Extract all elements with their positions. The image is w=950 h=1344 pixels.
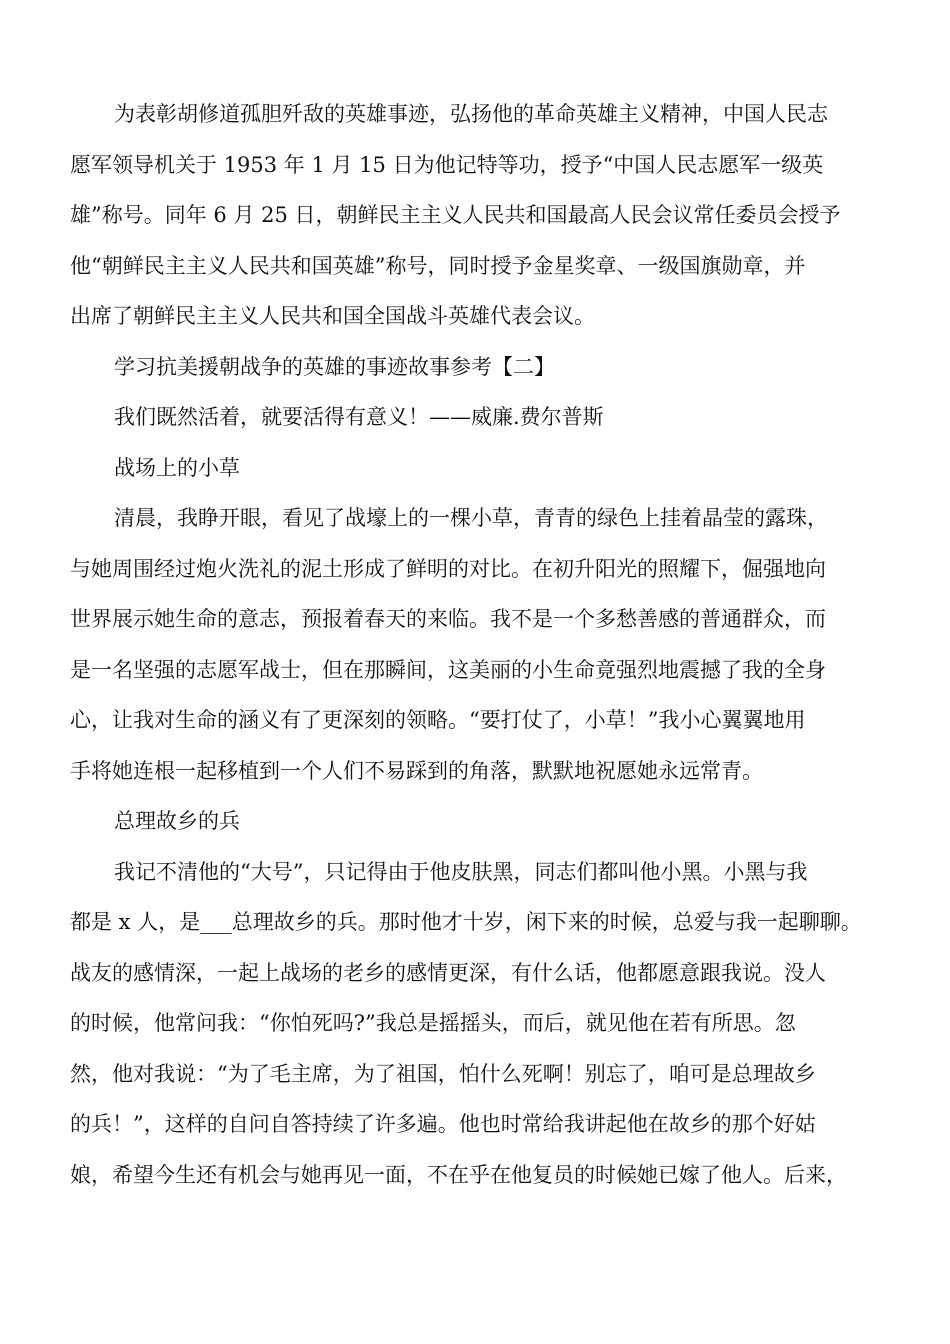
- text-line: 是一名坚强的志愿军战士，但在那瞬间，这美丽的小生命竟强烈地震撼了我的全身: [70, 657, 826, 682]
- text-line: 为表彰胡修道孤胆歼敌的英雄事迹，弘扬他的革命英雄主义精神，中国人民志: [114, 102, 828, 126]
- text-line: 的时候，他常问我：“你怕死吗?”我总是摇摇头，而后，就见他在若有所思。忽: [70, 1011, 796, 1035]
- text-line: 娘，希望今生还有机会与她再见一面，不在乎在他复员的时候她已嫁了他人。后来，: [70, 1162, 847, 1187]
- text-line: 我们既然活着，就要活得有意义！——威廉.费尔普斯: [114, 405, 604, 429]
- story-title-1: [70, 443, 890, 494]
- story-body-2: [70, 847, 890, 1201]
- text-line: 我记不清他的“大号”，只记得由于他皮肤黑，同志们都叫他小黑。小黑与我: [114, 859, 808, 884]
- award-paragraph: [70, 89, 890, 342]
- text-line: 都是 x 人，是___总理故乡的兵。那时他才十岁，闲下来的时候，总爱与我一起聊聊。: [70, 910, 862, 934]
- story-body-1: [70, 493, 890, 796]
- text-line: 的兵！”，这样的自问自答持续了许多遍。他也时常给我讲起他在故乡的那个好姑: [70, 1112, 816, 1136]
- quote-line: [70, 392, 890, 443]
- text-line: 与她周围经过炮火洗礼的泥土形成了鲜明的对比。在初升阳光的照耀下，倔强地向: [70, 556, 826, 581]
- text-line: 雄”称号。同年 6 月 25 日，朝鲜民主主义人民共和国最高人民会议常任委员会授予: [70, 203, 841, 227]
- text-line: 世界展示她生命的意志，预报着春天的来临。我不是一个多愁善感的普通群众，而: [70, 607, 826, 631]
- text-line: 总理故乡的兵: [114, 809, 240, 833]
- text-line: 心，让我对生命的涵义有了更深刻的领略。“要打仗了，小草！”我小心翼翼地用: [70, 708, 806, 732]
- section-heading: [70, 342, 890, 393]
- story-title-2: [70, 796, 890, 847]
- text-line: 战场上的小草: [114, 455, 240, 480]
- text-line: 愿军领导机关于 1953 年 1 月 15 日为他记特等功，授予“中国人民志愿军一级英: [70, 152, 824, 177]
- text-line: 然，他对我说：“为了毛主席，为了祖国，怕什么死啊！别忘了，咱可是总理故乡: [70, 1061, 816, 1086]
- text-line: 清晨，我睁开眼，看见了战壕上的一棵小草，青青的绿色上挂着晶莹的露珠，: [114, 506, 828, 530]
- text-line: 他“朝鲜民主主义人民共和国英雄”称号，同时授予金星奖章、一级国旗勋章，并: [70, 253, 806, 278]
- text-line: 战友的感情深，一起上战场的老乡的感情更深，有什么话，他都愿意跟我说。没人: [70, 960, 826, 985]
- text-line: 学习抗美援朝战争的英雄的事迹故事参考【二】: [114, 354, 555, 379]
- text-line: 手将她连根一起移植到一个人们不易踩到的角落，默默地祝愿她永远常青。: [70, 758, 763, 783]
- document-page: [70, 89, 890, 1200]
- text-line: 出席了朝鲜民主主义人民共和国全国战斗英雄代表会议。: [70, 304, 595, 328]
